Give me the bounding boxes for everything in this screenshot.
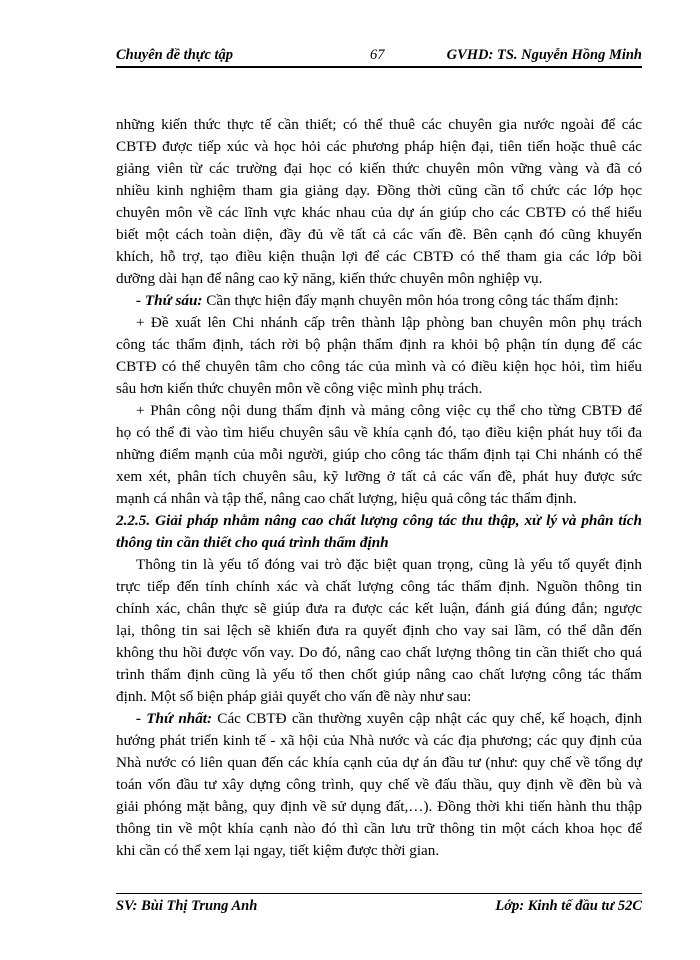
- text-line: [116, 400, 642, 422]
- text-line: [116, 136, 642, 158]
- text-line: [116, 356, 642, 378]
- text-line: [116, 180, 642, 202]
- text-line: [116, 818, 642, 840]
- text-line: [116, 444, 642, 466]
- line-text: giảng viên từ các trường đại học có kiến thức chuyên môn vững vàng và đã có: [116, 160, 642, 177]
- line-text: biết một cách toàn diện, đầy đủ về tất cả các vấn đề. Bên cạnh đó cũng khuyến: [116, 226, 642, 243]
- text-line: [116, 686, 642, 708]
- text-line: [116, 664, 642, 686]
- text-line: [116, 466, 642, 488]
- text-line: [116, 422, 642, 444]
- line-text: + Phân công nội dung thẩm định và mảng công việc cụ thể cho từng CBTĐ để: [136, 402, 642, 419]
- line-text: toán vốn đầu tư xây dựng công trình, quy chế về đấu thầu, quy định về đền bù và: [116, 776, 642, 793]
- text-line: [116, 620, 642, 642]
- line-text: khích, hỗ trợ, tạo điều kiện thuận lợi để các CBTĐ có thể tham gia các lớp bồi: [116, 248, 642, 265]
- text-line: [116, 246, 642, 268]
- text-line: [116, 840, 642, 862]
- line-text: lại, thông tin sai lệch sẽ khiến đưa ra quyết định cho vay sai lầm, có thể dẫn đến: [116, 622, 642, 639]
- text-line: [116, 642, 642, 664]
- text-line: [116, 224, 642, 246]
- document-body: [116, 114, 642, 862]
- line-text: Các CBTĐ cần thường xuyên cập nhật các quy chế, kế hoạch, định: [212, 710, 642, 727]
- header-advisor: GVHD: TS. Nguyễn Hồng Minh: [446, 47, 642, 63]
- line-text: thông tin cần thiết cho quá trình thẩm định: [116, 534, 389, 551]
- text-line: [116, 114, 642, 136]
- line-text: CBTĐ có thể chuyên tâm cho công tác của mình và có điều kiện học hỏi, tìm hiểu: [116, 358, 642, 375]
- section-heading-line: [116, 532, 642, 554]
- line-text: những điểm mạnh của mỗi người, giúp cho công tác thẩm định tại Chi nhánh có thể: [116, 446, 642, 463]
- page-footer: [116, 893, 642, 914]
- page-header: [116, 46, 642, 68]
- line-text: giải phóng mặt bằng, quy định về sử dụng đất,…). Đồng thời khi tiến hành thu thập: [116, 798, 642, 815]
- line-text: mạnh cá nhân và tập thể, nâng cao chất lượng, hiệu quả công tác thẩm định.: [116, 490, 577, 507]
- page-number: 67: [370, 47, 385, 63]
- line-text: định. Một số biện pháp giải quyết cho vấn đề này như sau:: [116, 688, 472, 705]
- text-line: [116, 158, 642, 180]
- line-text: CBTĐ được tiếp xúc và học hỏi các phương pháp hiện đại, tiên tiến hoặc thuê các: [116, 138, 642, 155]
- line-text: xem xét, phân tích chuyên sâu, kỹ lưỡng ở tất cả các vấn đề, phát huy được sức: [116, 468, 642, 485]
- line-text: Cần thực hiện đẩy mạnh chuyên môn hóa trong công tác thẩm định:: [202, 292, 619, 309]
- line-text: họ có thể đi vào tìm hiểu chuyên sâu về khía cạnh đó, tạo điều kiện phát huy tối đa: [116, 424, 642, 441]
- line-text: Nhà nước có liên quan đến các khía cạnh của dự án đầu tư (như: quy chế về tổng dự: [116, 754, 642, 771]
- line-text: những kiến thức thực tế cần thiết; có thể thuê các chuyên gia nước ngoài để các: [116, 116, 642, 133]
- text-line: [116, 708, 642, 730]
- line-text: thông tin về một khía cạnh nào đó thì cần lưu trữ thông tin một cách khoa học để: [116, 820, 642, 837]
- text-line: [116, 268, 642, 290]
- text-line: [116, 378, 642, 400]
- text-line: [116, 576, 642, 598]
- text-line: [116, 202, 642, 224]
- text-line: [116, 752, 642, 774]
- text-line: [116, 774, 642, 796]
- line-text: sâu hơn kiến thức chuyên môn về công việc mình phụ trách.: [116, 380, 483, 397]
- line-text: chính xác, chân thực sẽ giúp đưa ra được các kết luận, đánh giá đúng đắn; ngược: [116, 600, 642, 617]
- text-line: [116, 598, 642, 620]
- section-heading-line: [116, 510, 642, 532]
- text-line: [116, 554, 642, 576]
- line-text: không thu hồi được vốn vay. Do đó, nâng cao chất lượng thông tin cần thiết cho quá: [116, 644, 642, 661]
- text-line: [116, 796, 642, 818]
- line-text: trực tiếp đến tính chính xác và chất lượng công tác thẩm định. Nguồn thông tin: [116, 578, 642, 595]
- text-line: [116, 488, 642, 510]
- footer-student: SV: Bùi Thị Trung Anh: [116, 898, 258, 914]
- line-text: hướng phát triển kinh tế - xã hội của Nhà nước và các địa phương; các quy định của: [116, 732, 642, 749]
- line-text: trình thẩm định cũng là yếu tố then chốt giúp nâng cao chất lượng công tác thẩm: [116, 666, 642, 683]
- line-text: Thông tin là yếu tố đóng vai trò đặc biệt quan trọng, cũng là yếu tố quyết định: [136, 556, 642, 573]
- line-text: nhiều kinh nghiệm tham gia giảng dạy. Đồng thời cũng cần tổ chức các lớp học: [116, 182, 642, 199]
- text-line: [116, 290, 642, 312]
- line-text: + Đề xuất lên Chi nhánh cấp trên thành lập phòng ban chuyên môn phụ trách: [136, 314, 642, 331]
- lead-label: - Thứ nhất:: [136, 710, 213, 727]
- line-text: chuyên môn về các lĩnh vực khác nhau của dự án giúp cho các CBTĐ có thể hiểu: [116, 204, 642, 221]
- text-line: [116, 334, 642, 356]
- line-text: dưỡng dài hạn để nâng cao kỹ năng, kiến thức chuyên môn nghiệp vụ.: [116, 270, 543, 287]
- line-text: khi cần có thể xem lại ngay, tiết kiệm được thời gian.: [116, 842, 440, 859]
- text-line: [116, 730, 642, 752]
- footer-class: Lớp: Kinh tế đầu tư 52C: [495, 898, 642, 914]
- line-text: công tác thẩm định, tách rời bộ phận thẩm định ra khỏi bộ phận tín dụng để các: [116, 336, 642, 353]
- header-title: Chuyên đề thực tập: [116, 47, 234, 63]
- line-text: 2.2.5. Giải pháp nhằm nâng cao chất lượng công tác thu thập, xử lý và phân tích: [116, 512, 642, 529]
- text-line: [116, 312, 642, 334]
- lead-label: - Thứ sáu:: [136, 292, 203, 309]
